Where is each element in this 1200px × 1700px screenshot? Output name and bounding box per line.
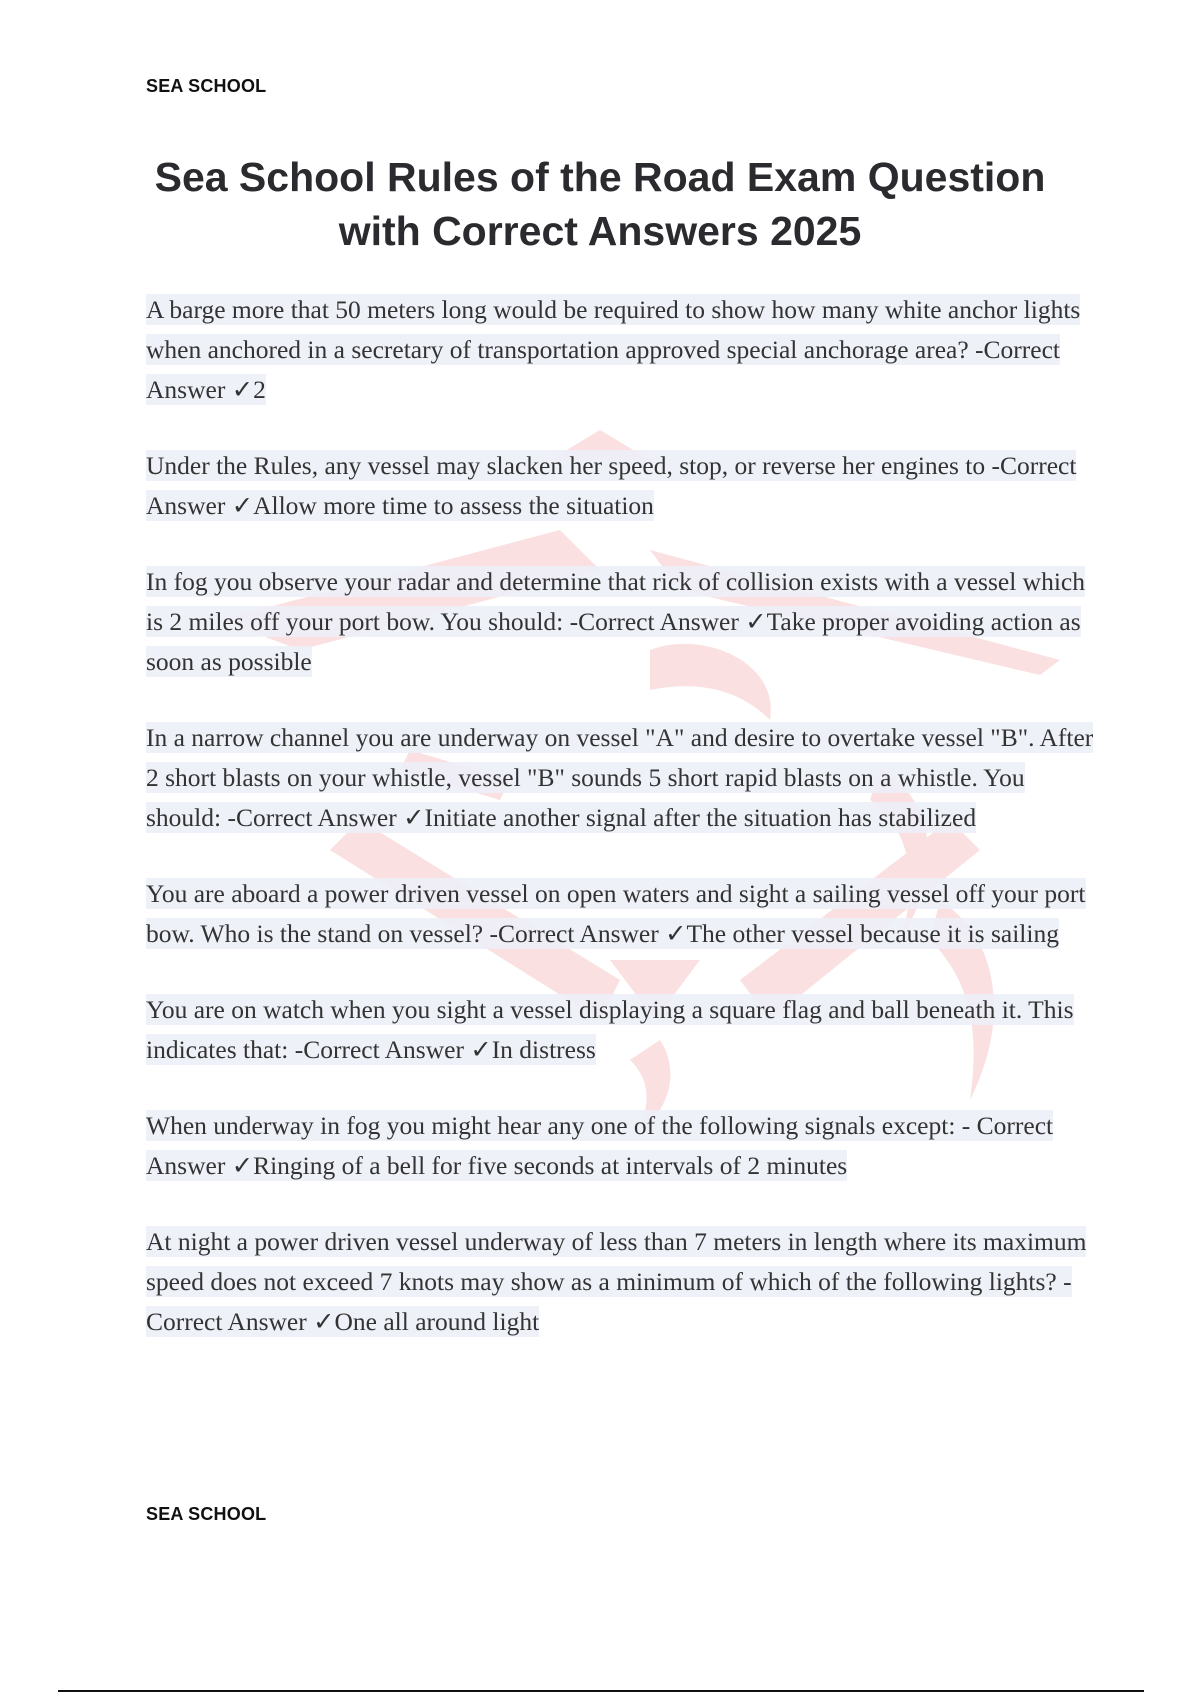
qa-list [146,290,1096,1378]
question-text: In fog you observe your radar and determine that rick of collision exists with a vessel which is 2 miles off your port bow. You should: -Correct Answer ✓ [146,567,1085,636]
question-text: In a narrow channel you are underway on vessel "A" and desire to overtake vessel "B". After 2 short blasts on your whistle, vessel "B" sounds 5 short rapid blasts on a whistle. You should: -Correct Answer ✓ [146,723,1094,832]
question-text: You are on watch when you sight a vessel displaying a square flag and ball beneath it. This indicates that: -Correct Answer ✓ [146,995,1074,1064]
question-text: When underway in fog you might hear any one of the following signals except: - Correct Answer ✓ [146,1111,1054,1180]
bottom-divider [58,1690,1144,1692]
qa-item-6 [146,990,1096,1070]
answer-text: Take proper avoiding action as soon as possible [146,607,1081,676]
qa-item-1 [146,290,1096,410]
question-text: Under the Rules, any vessel may slacken her speed, stop, or reverse her engines to -Correct Answer ✓ [146,451,1077,520]
answer-text: In distress [491,1035,596,1064]
question-text: A barge more that 50 meters long would be required to show how many white anchor lights when anchored in a secretary of transportation approved special anchorage area? -Correct Answer ✓ [146,295,1081,404]
qa-item-3 [146,562,1096,682]
qa-item-2 [146,446,1096,526]
footer-label: SEA SCHOOL [146,1504,267,1524]
question-text: At night a power driven vessel underway of less than 7 meters in length where its maximum speed does not exceed 7 knots may show as a minimum of which of the following lights? -Correct Answer ✓ [146,1227,1087,1336]
question-text: You are aboard a power driven vessel on open waters and sight a sailing vessel off your port bow. Who is the stand on vessel? -Correct Answer ✓ [146,879,1086,948]
qa-item-7 [146,1106,1096,1186]
answer-text: The other vessel because it is sailing [686,919,1059,948]
header-label: SEA SCHOOL [146,76,267,96]
answer-text: Initiate another signal after the situation has stabilized [424,803,977,832]
answer-text: Allow more time to assess the situation [253,491,654,520]
answer-text: One all around light [334,1307,540,1336]
document-title: Sea School Rules of the Road Exam Question with Correct Answers 2025 [154,154,1046,254]
qa-item-4 [146,718,1096,838]
answer-text: 2 [253,375,266,404]
qa-item-5 [146,874,1096,954]
answer-text: Ringing of a bell for five seconds at intervals of 2 minutes [253,1151,848,1180]
qa-item-8 [146,1222,1096,1342]
